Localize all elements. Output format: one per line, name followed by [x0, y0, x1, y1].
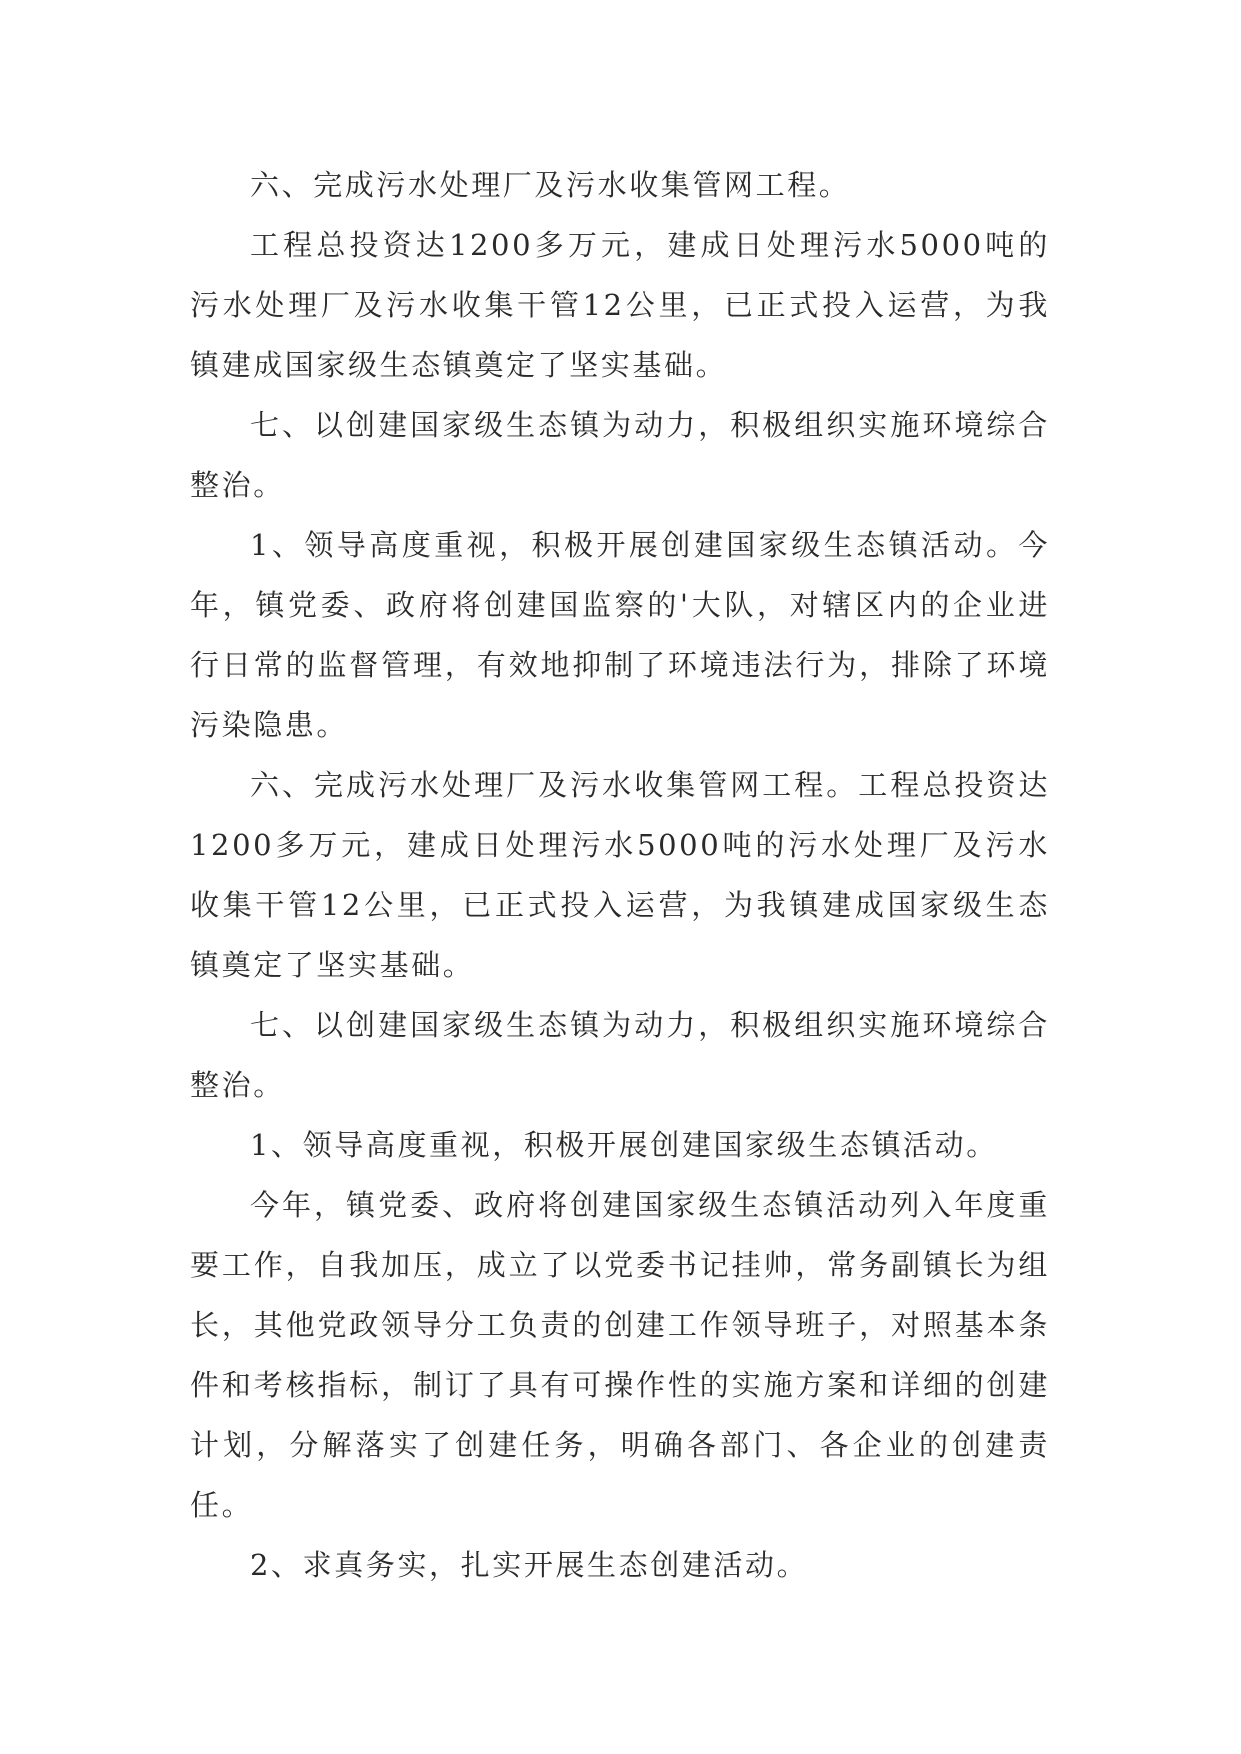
paragraph-3: 七、以创建国家级生态镇为动力，积极组织实施环境综合整治。 — [190, 408, 1050, 502]
paragraph-6: 七、以创建国家级生态镇为动力，积极组织实施环境综合整治。 — [190, 1008, 1050, 1102]
paragraph-4: 1、领导高度重视，积极开展创建国家级生态镇活动。今年，镇党委、政府将创建国监察的'大队，对辖区内的企业进行日常的监督管理，有效地抑制了环境违法行为，排除了环境污染隐患。 — [190, 528, 1050, 742]
paragraph-2: 工程总投资达1200多万元，建成日处理污水5000吨的污水处理厂及污水收集干管12公里，已正式投入运营，为我镇建成国家级生态镇奠定了坚实基础。 — [190, 228, 1050, 382]
paragraph-9: 2、求真务实，扎实开展生态创建活动。 — [250, 1548, 809, 1582]
paragraph-1: 六、完成污水处理厂及污水收集管网工程。 — [250, 168, 851, 202]
document-body — [190, 155, 1050, 1595]
paragraph-7: 1、领导高度重视，积极开展创建国家级生态镇活动。 — [250, 1128, 998, 1162]
paragraph-5: 六、完成污水处理厂及污水收集管网工程。工程总投资达1200多万元，建成日处理污水5000吨的污水处理厂及污水收集干管12公里，已正式投入运营，为我镇建成国家级生态镇奠定了坚实基础。 — [190, 768, 1050, 982]
paragraph-8: 今年，镇党委、政府将创建国家级生态镇活动列入年度重要工作，自我加压，成立了以党委书记挂帅，常务副镇长为组长，其他党政领导分工负责的创建工作领导班子，对照基本条件和考核指标，制订了具有可操作性的实施方案和详细的创建计划，分解落实了创建任务，明确各部门、各企业的创建责任。 — [190, 1188, 1050, 1522]
